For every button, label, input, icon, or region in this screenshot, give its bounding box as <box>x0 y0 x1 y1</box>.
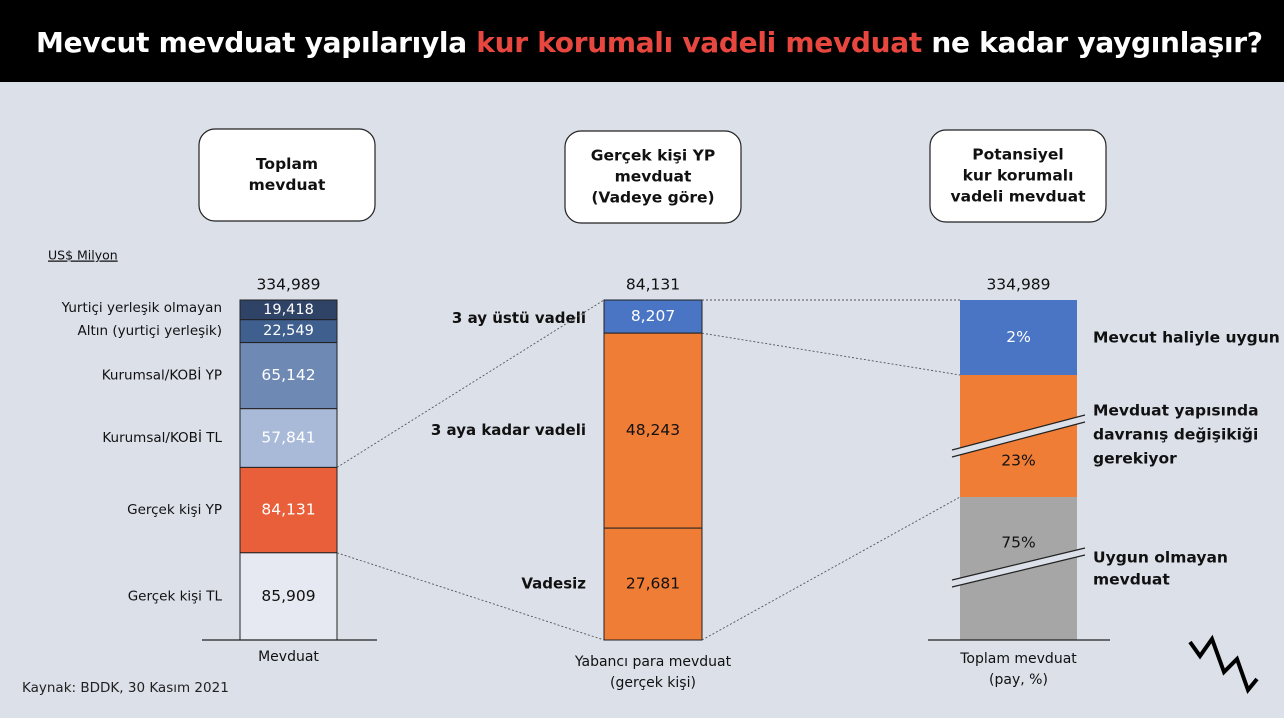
category-label-kurumsal-kobi-yp: Kurumsal/KOBİ YP <box>101 367 222 384</box>
total-label-potansiyel: 334,989 <box>986 275 1051 294</box>
category-label-uygun-olmayan-mevduat-1: Uygun olmayan <box>1093 548 1228 567</box>
category-label-mevduat-yap-s-nda-davran-de-i-iki-i-gerekiyor-1: Mevduat yapısında <box>1093 401 1259 420</box>
value-label-ger-ek-ki-i-yp: 84,131 <box>261 500 316 519</box>
source-note: Kaynak: BDDK, 30 Kasım 2021 <box>22 680 229 696</box>
connector-line-bottom-2 <box>702 497 960 640</box>
category-label-ger-ek-ki-i-yp: Gerçek kişi YP <box>127 502 222 519</box>
title-potansiyel-line-2: kur korumalı <box>962 166 1074 185</box>
value-label-uygun-olmayan-mevduat: 75% <box>1001 533 1036 552</box>
title-gercek-kisi-yp-line-2: mevduat <box>614 167 692 186</box>
x-label-gercek-kisi-yp-1: Yabancı para mevduat <box>574 654 732 670</box>
category-label-kurumsal-kobi-tl: Kurumsal/KOBİ TL <box>102 430 222 447</box>
title-part-2: ne kadar yaygınlaşır? <box>921 26 1263 59</box>
category-label-3-ay-st-vadeli: 3 ay üstü vadeli <box>451 309 586 328</box>
category-label-mevduat-yap-s-nda-davran-de-i-iki-i-gerekiyor-3: gerekiyor <box>1093 449 1177 468</box>
value-label-kurumsal-kobi-tl: 57,841 <box>261 428 316 447</box>
category-label-ger-ek-ki-i-tl: Gerçek kişi TL <box>127 588 222 605</box>
title-potansiyel-line-3: vadeli mevduat <box>950 187 1086 206</box>
x-label-potansiyel-2: (pay, %) <box>989 672 1048 688</box>
value-label-3-aya-kadar-vadeli: 48,243 <box>625 421 681 440</box>
value-label-ger-ek-ki-i-tl: 85,909 <box>261 586 316 605</box>
title-gercek-kisi-yp-line-3: (Vadeye göre) <box>591 188 715 207</box>
category-label-yurti-i-yerle-ik-olmayan: Yurtiçi yerleşik olmayan <box>61 299 222 316</box>
value-label-yurti-i-yerle-ik-olmayan: 19,418 <box>263 301 314 318</box>
category-label-uygun-olmayan-mevduat-2: mevduat <box>1093 570 1170 589</box>
x-label-toplam-1: Mevduat <box>258 649 319 665</box>
title-toplam-mevduat-line-2: mevduat <box>248 176 326 194</box>
total-label-toplam: 334,989 <box>256 275 321 294</box>
value-label-mevcut-haliyle-uygun: 2% <box>1006 328 1031 346</box>
x-label-potansiyel-1: Toplam mevduat <box>960 651 1077 667</box>
title-gercek-kisi-yp-line-1: Gerçek kişi YP <box>590 146 716 165</box>
category-label-vadesiz: Vadesiz <box>521 574 586 593</box>
value-label-alt-n-yurti-i-yerle-ik: 22,549 <box>263 323 314 340</box>
value-label-vadesiz: 27,681 <box>625 574 681 593</box>
value-label-mevduat-yap-s-nda-davran-de-i-iki-i-gerekiyor: 23% <box>1001 451 1036 470</box>
connector-line-mid-2 <box>702 333 960 375</box>
logo-icon <box>1190 639 1257 690</box>
connector-line-bottom-1 <box>337 553 604 640</box>
title-toplam-mevduat-box <box>199 129 375 221</box>
title-toplam-mevduat-line-1: Toplam <box>255 155 319 173</box>
total-label-gercek-kisi-yp: 84,131 <box>625 275 681 294</box>
category-label-mevcut-haliyle-uygun-1: Mevcut haliyle uygun <box>1093 328 1280 347</box>
category-label-alt-n-yurti-i-yerle-ik: Altın (yurtiçi yerleşik) <box>77 323 222 340</box>
value-label-3-ay-st-vadeli: 8,207 <box>630 307 676 326</box>
category-label-3-aya-kadar-vadeli: 3 aya kadar vadeli <box>430 421 586 440</box>
unit-label: US$ Milyon <box>48 247 118 263</box>
title-potansiyel-line-1: Potansiyel <box>972 145 1064 164</box>
title-highlight: kur korumalı vadeli mevduat <box>476 26 922 59</box>
value-label-kurumsal-kobi-yp: 65,142 <box>261 366 316 385</box>
title-part-1: Mevcut mevduat yapılarıyla <box>36 26 477 59</box>
category-label-mevduat-yap-s-nda-davran-de-i-iki-i-gerekiyor-2: davranış değişikiği <box>1093 425 1259 444</box>
x-label-gercek-kisi-yp-2: (gerçek kişi) <box>610 675 696 691</box>
